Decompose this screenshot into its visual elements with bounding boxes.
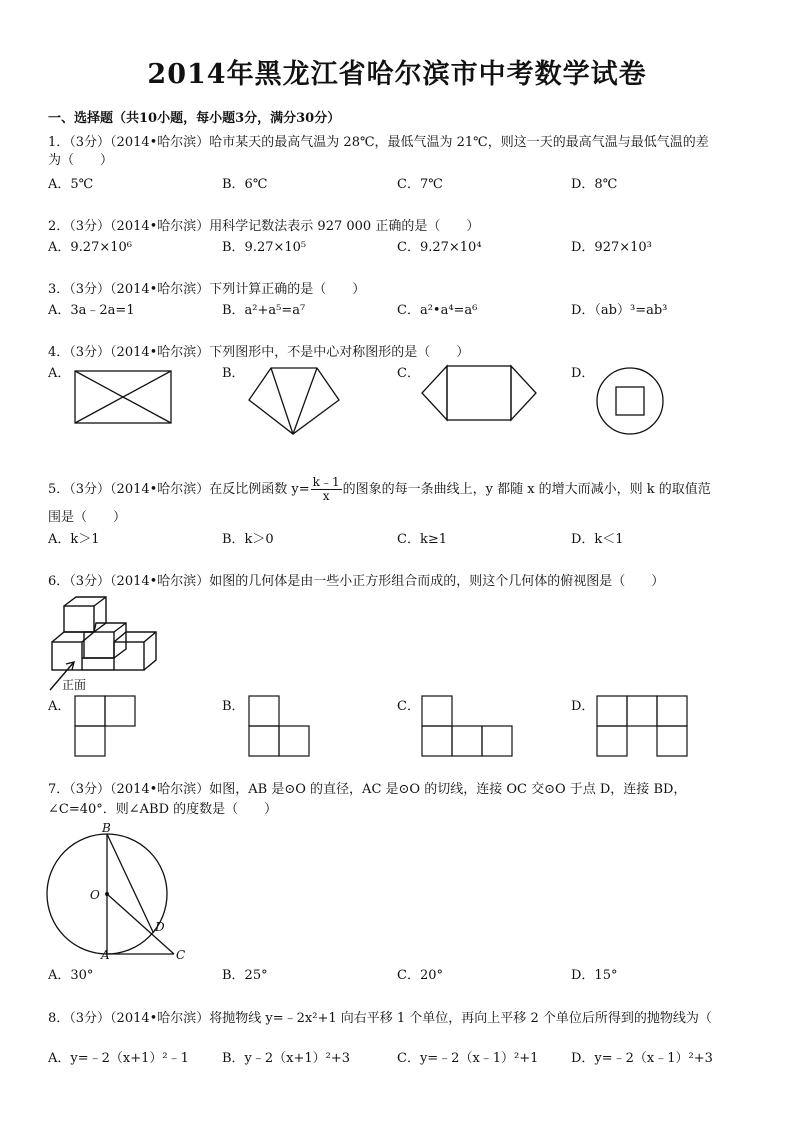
q7-stem: 7．（3分）（2014•哈尔滨）如图，AB 是⊙O 的直径，AC 是⊙O 的切线，连接 OC 交⊙O 于点 D，连接 BD， <box>48 782 687 797</box>
q7-label-c: C <box>176 948 186 962</box>
q7-option-b[interactable]: B．25° <box>222 968 268 983</box>
q3-option-b[interactable]: B．a²+a⁵=a⁷ <box>222 303 306 318</box>
q4-figure-d <box>595 366 667 438</box>
q3-option-a[interactable]: A．3a﹣2a=1 <box>48 303 135 318</box>
q4-option-c[interactable]: C． <box>397 366 420 381</box>
q8-stem: 8．（3分）（2014•哈尔滨）将抛物线 y=﹣2x²+1 向右平移 1 个单位，再向上平移 2 个单位后所得到的抛物线为（ <box>48 1011 712 1026</box>
q7-option-a[interactable]: A．30° <box>48 968 94 983</box>
q4-figure-a <box>74 370 174 426</box>
q7-label-a: A <box>101 948 110 962</box>
q8-option-d[interactable]: D．y=﹣2（x﹣1）²+3 <box>571 1051 713 1066</box>
q4-option-b[interactable]: B． <box>222 366 245 381</box>
q2-option-b[interactable]: B．9.27×10⁵ <box>222 240 307 255</box>
q6-option-d[interactable]: D． <box>571 699 595 714</box>
q1-stem: 1．（3分）（2014•哈尔滨）哈市某天的最高气温为 28℃，最低气温为 21℃，则这一天的最高气温与最低气温的差 <box>48 135 709 150</box>
q4-figure-c <box>420 364 538 422</box>
q8-option-b[interactable]: B．y﹣2（x+1）²+3 <box>222 1051 351 1066</box>
q7-label-b: B <box>102 821 111 835</box>
q6-view-a <box>74 695 136 757</box>
q7-label-o: O <box>90 888 100 902</box>
q5-fraction: $\frac{k﹣1}{x}$ <box>312 475 340 503</box>
q7-option-d[interactable]: D．15° <box>571 968 618 983</box>
q4-option-d[interactable]: D． <box>571 366 595 381</box>
q6-view-b <box>248 695 310 757</box>
q6-option-c[interactable]: C． <box>397 699 420 714</box>
q5-option-c[interactable]: C．k≥1 <box>397 532 447 547</box>
q1-option-b[interactable]: B．6℃ <box>222 177 268 192</box>
q6-view-d <box>596 695 688 757</box>
q6-option-b[interactable]: B． <box>222 699 245 714</box>
q7-option-c[interactable]: C．20° <box>397 968 443 983</box>
q4-option-a[interactable]: A． <box>48 366 71 381</box>
q5-option-a[interactable]: A．k＞1 <box>48 532 100 547</box>
q5-option-b[interactable]: B．k＞0 <box>222 532 274 547</box>
q1-stem-cont: 为（ ） <box>48 153 114 168</box>
q3-option-d[interactable]: D．（ab）³=ab³ <box>571 303 668 318</box>
q3-stem: 3．（3分）（2014•哈尔滨）下列计算正确的是（ ） <box>48 282 366 297</box>
q5-option-d[interactable]: D．k＜1 <box>571 532 624 547</box>
q8-option-a[interactable]: A．y=﹣2（x+1）²﹣1 <box>48 1051 189 1066</box>
q3-option-c[interactable]: C．a²•a⁴=a⁶ <box>397 303 478 318</box>
q8-option-c[interactable]: C．y=﹣2（x﹣1）²+1 <box>397 1051 539 1066</box>
q7-circle-figure <box>44 822 194 964</box>
q1-option-a[interactable]: A．5℃ <box>48 177 94 192</box>
q4-figure-b <box>246 366 342 438</box>
page-title: 2014年黑龙江省哈尔滨市中考数学试卷 <box>147 59 647 90</box>
q6-stem: 6．（3分）（2014•哈尔滨）如图的几何体是由一些小正方形组合而成的，则这个几何体的俯视图是（ ） <box>48 574 665 589</box>
q1-option-d[interactable]: D．8℃ <box>571 177 618 192</box>
q2-option-c[interactable]: C．9.27×10⁴ <box>397 240 482 255</box>
q7-label-d: D <box>155 920 165 934</box>
q5-stem: 5．（3分）（2014•哈尔滨）在反比例函数 y= $\frac{k﹣1}{x}$ 的图象的每一条曲线上，y 都随 x 的增大而减小，则 k 的取值范 <box>48 475 711 503</box>
q6-option-a[interactable]: A． <box>48 699 71 714</box>
q1-option-c[interactable]: C．7℃ <box>397 177 443 192</box>
q6-front-label: 正面 <box>62 678 87 692</box>
q4-stem: 4．（3分）（2014•哈尔滨）下列图形中，不是中心对称图形的是（ ） <box>48 345 470 360</box>
q5-stem-cont: 围是（ ） <box>48 510 127 525</box>
q7-stem-cont: ∠C=40°．则∠ABD 的度数是（ ） <box>48 802 278 817</box>
q2-option-d[interactable]: D．927×10³ <box>571 240 652 255</box>
section-heading: 一、选择题（共10小题，每小题3分，满分30分） <box>48 111 341 126</box>
q2-option-a[interactable]: A．9.27×10⁶ <box>48 240 132 255</box>
q2-stem: 2．（3分）（2014•哈尔滨）用科学记数法表示 927 000 正确的是（ ） <box>48 219 480 234</box>
q6-view-c <box>421 695 513 757</box>
